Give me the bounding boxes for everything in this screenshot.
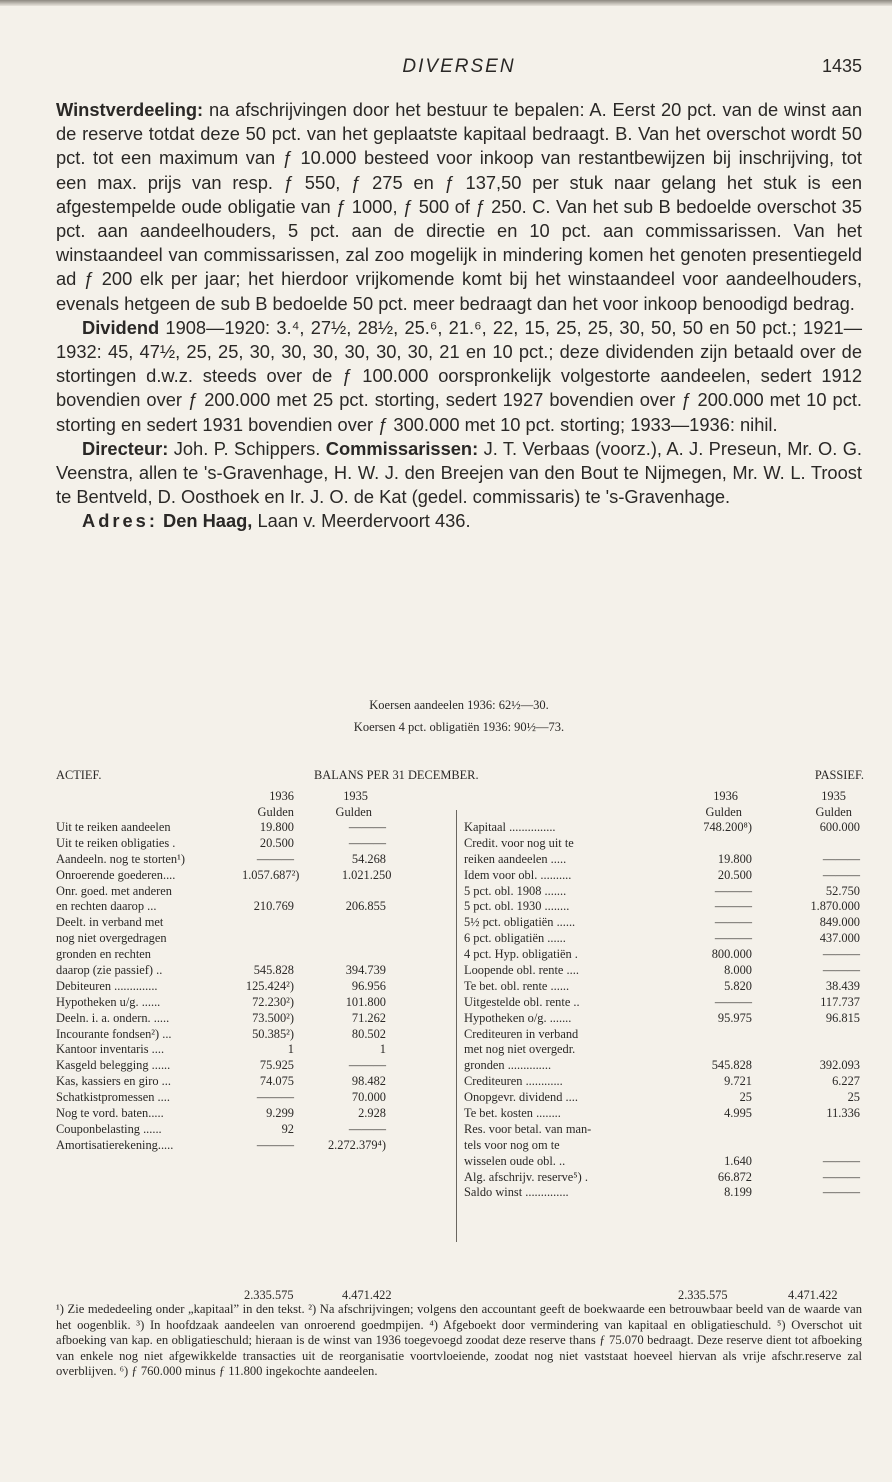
- passief-value-1935: ———: [822, 1169, 860, 1184]
- passief-value-1935: 52.750: [825, 883, 860, 898]
- actief-row: [56, 1027, 448, 1043]
- actief-value-1936: 75.925: [259, 1058, 294, 1073]
- actief-row-label: Onr. goed. met anderen: [56, 883, 172, 898]
- balance-sheet: [56, 768, 864, 1302]
- actief-row-label: Deelt. in verband met: [56, 915, 164, 930]
- page-header: [56, 52, 862, 82]
- passief-row: [464, 852, 864, 868]
- actief-row-label: Debiteuren ..............: [56, 978, 158, 993]
- passief-row: [464, 1027, 864, 1043]
- total-actief-1935: 4.471.422: [342, 1288, 392, 1302]
- actief-year-1935: 1935: [343, 789, 368, 803]
- actief-row: [56, 1042, 448, 1058]
- actief-row-label: Schatkistpromessen ....: [56, 1090, 170, 1105]
- passief-value-1936: [664, 836, 752, 852]
- passief-value-1935: 849.000: [819, 915, 860, 930]
- actief-value-1936: 72.230²): [252, 994, 294, 1009]
- passief-value-1935: 6.227: [832, 1074, 860, 1089]
- actief-value-1936: 74.075: [259, 1074, 294, 1089]
- passief-row-label: tels voor nog om te: [464, 1137, 560, 1152]
- passief-row-label: Crediteuren in verband: [464, 1026, 579, 1041]
- actief-row-label: Couponbelasting ......: [56, 1121, 162, 1136]
- passief-row: [464, 963, 864, 979]
- actief-row-label: en rechten daarop ...: [56, 899, 157, 914]
- actief-row-label: Nog te vord. baten.....: [56, 1106, 164, 1121]
- passief-row-label: 5½ pct. obligatiën ......: [464, 915, 576, 930]
- actief-row: [56, 1090, 448, 1106]
- passief-value-1935: 392.093: [819, 1058, 860, 1073]
- actief-value-1935: ———: [348, 835, 386, 850]
- passief-value-1936: 66.872: [717, 1169, 752, 1184]
- actief-value-1936: 210.769: [253, 899, 294, 914]
- running-title: DIVERSEN: [402, 56, 516, 77]
- actief-row: [56, 1106, 448, 1122]
- passief-row: [464, 1138, 864, 1154]
- passief-row: [464, 1170, 864, 1186]
- actief-value-1935: 96.956: [351, 978, 386, 993]
- directeur-text: Joh. P. Schippers.: [168, 437, 326, 459]
- passief-value-1936: 95.975: [717, 1010, 752, 1025]
- passief-unit-1936: Gulden: [705, 805, 742, 819]
- actief-value-1935: [294, 915, 386, 931]
- actief-row: [56, 947, 448, 963]
- passief-value-1936: ———: [714, 883, 752, 898]
- actief-value-1936: 19.800: [259, 820, 294, 834]
- actief-value-1935: 206.855: [345, 899, 386, 914]
- actief-value-1936: 125.424²): [245, 978, 294, 993]
- passief-row-label: 5 pct. obl. 1930 ........: [464, 899, 570, 914]
- dividend-paragraph: [56, 316, 862, 437]
- actief-year-1936: 1936: [269, 789, 294, 803]
- actief-row: [56, 868, 448, 884]
- actief-row-label: nog niet overgedragen: [56, 931, 167, 946]
- passief-year-1936: 1936: [713, 789, 738, 803]
- passief-row: [464, 868, 864, 884]
- actief-row-label: Incourante fondsen²) ...: [56, 1026, 172, 1041]
- koersen-block: [56, 694, 862, 738]
- passief-row-label: Kapitaal ...............: [464, 820, 556, 834]
- total-passief-1936: 2.335.575: [678, 1288, 728, 1302]
- actief-row-label: Amortisatierekening.....: [56, 1137, 174, 1152]
- passief-row: [464, 1074, 864, 1090]
- actief-value-1935: 54.268: [351, 851, 386, 866]
- passief-row: [464, 820, 864, 836]
- passief-value-1935: [752, 1027, 860, 1043]
- passief-value-1935: 96.815: [825, 1010, 860, 1025]
- actief-value-1935: ———: [348, 820, 386, 834]
- passief-value-1935: 117.737: [820, 994, 860, 1009]
- footnotes: [56, 1302, 862, 1380]
- actief-row: [56, 1138, 448, 1154]
- actief-value-1935: 98.482: [351, 1074, 386, 1089]
- actief-row: [56, 1074, 448, 1090]
- passief-unit-header: [464, 804, 864, 820]
- passief-row: [464, 947, 864, 963]
- dividend-label: Dividend: [82, 316, 160, 338]
- passief-row-label: Te bet. kosten ........: [464, 1106, 561, 1121]
- passief-row-label: Loopende obl. rente ....: [464, 963, 579, 978]
- passief-row: [464, 979, 864, 995]
- passief-row-label: Saldo winst ..............: [464, 1185, 569, 1200]
- balance-header: [56, 768, 864, 788]
- actief-row: [56, 884, 448, 900]
- passief-value-1936: 545.828: [711, 1058, 752, 1073]
- passief-row: [464, 1090, 864, 1106]
- passief-value-1936: ———: [714, 931, 752, 946]
- passief-value-1936: 8.199: [724, 1185, 752, 1200]
- actief-row-label: Kas, kassiers en giro ...: [56, 1074, 171, 1089]
- passief-value-1935: ———: [822, 947, 860, 962]
- actief-row: [56, 820, 448, 836]
- actief-value-1936: 92: [281, 1121, 294, 1136]
- passief-row: [464, 1122, 864, 1138]
- koersen-obligaties: Koersen 4 pct. obligatiën 1936: 90½—73.: [353, 720, 565, 734]
- passief-row-label: Crediteuren ............: [464, 1074, 563, 1089]
- passief-row: [464, 931, 864, 947]
- actief-unit-header: [56, 804, 448, 820]
- actief-row-label: Aandeeln. nog te storten¹): [56, 851, 185, 866]
- actief-value-1935: 101.800: [345, 994, 386, 1009]
- passief-value-1935: 11.336: [826, 1106, 860, 1121]
- passief-unit-1935: Gulden: [815, 805, 852, 819]
- actief-value-1936: [242, 947, 294, 963]
- actief-value-1935: 80.502: [351, 1026, 386, 1041]
- passief-row-label: 5 pct. obl. 1908 .......: [464, 883, 567, 898]
- passief-value-1936: 20.500: [717, 867, 752, 882]
- passief-row-label: Onopgevr. dividend ....: [464, 1090, 578, 1105]
- balance-title: BALANS PER 31 DECEMBER.: [314, 768, 479, 782]
- total-passief-1935: 4.471.422: [788, 1288, 838, 1302]
- actief-value-1935: ———: [348, 1058, 386, 1073]
- actief-value-1936: ———: [256, 1137, 294, 1152]
- actief-value-1935: 2.928: [358, 1106, 386, 1121]
- actief-row: [56, 899, 448, 915]
- scan-edge: [0, 0, 892, 6]
- actief-row-label: daarop (zie passief) ..: [56, 963, 163, 978]
- actief-row: [56, 915, 448, 931]
- passief-value-1936: 9.721: [724, 1074, 752, 1089]
- actief-value-1936: ———: [256, 1090, 294, 1105]
- actief-value-1935: 70.000: [351, 1090, 386, 1105]
- passief-value-1936: 8.000: [724, 963, 752, 978]
- actief-label: ACTIEF.: [56, 768, 102, 782]
- actief-value-1935: 1.021.250: [341, 867, 392, 882]
- commissarissen-text: J. T. Verbaas (voorz.), A. J. Preseun, Mr. O. G. Veenstra, allen te 's-Gravenhage, H. W. J. den Breejen van den Bout te Nijmegen, Mr. W. L. Troost te Bentveld, D. Oosthoek en Ir. J. O. de Kat (gedel. commissaris) te 's-Gravenhage.: [56, 437, 862, 508]
- passief-value-1935: 38.439: [825, 978, 860, 993]
- winstverdeeling-label: Winstverdeeling:: [56, 99, 204, 120]
- passief-side: [464, 788, 864, 1201]
- passief-value-1936: ———: [714, 899, 752, 914]
- adres-city: Den Haag,: [157, 510, 253, 532]
- passief-value-1935: 437.000: [819, 931, 860, 946]
- passief-value-1935: [752, 1042, 860, 1058]
- passief-row: [464, 1185, 864, 1201]
- passief-label: PASSIEF.: [814, 768, 864, 782]
- actief-row-label: Kasgeld belegging ......: [56, 1058, 171, 1073]
- passief-value-1936: 748.200⁸): [703, 820, 752, 834]
- passief-value-1936: 800.000: [711, 947, 752, 962]
- directeur-label: Directeur:: [82, 437, 169, 459]
- passief-value-1935: ———: [822, 851, 860, 866]
- actief-row: [56, 836, 448, 852]
- passief-row: [464, 915, 864, 931]
- passief-row: [464, 1154, 864, 1170]
- passief-value-1936: [664, 1027, 752, 1043]
- actief-row: [56, 963, 448, 979]
- passief-row-label: Hypotheken o/g. .......: [464, 1010, 572, 1025]
- actief-value-1936: 545.828: [253, 963, 294, 978]
- koersen-aandeelen: Koersen aandeelen 1936: 62½—30.: [369, 698, 549, 712]
- passief-value-1935: 1.870.000: [810, 899, 860, 914]
- actief-row-label: Kantoor inventaris ....: [56, 1042, 165, 1057]
- actief-row: [56, 852, 448, 868]
- actief-row: [56, 931, 448, 947]
- actief-row-label: Hypotheken u/g. ......: [56, 994, 161, 1009]
- passief-row: [464, 899, 864, 915]
- actief-value-1935: [294, 884, 386, 900]
- passief-row-label: 6 pct. obligatiën ......: [464, 931, 566, 946]
- passief-value-1935: 600.000: [819, 820, 860, 834]
- actief-unit-1936: Gulden: [257, 805, 294, 819]
- passief-row: [464, 1011, 864, 1027]
- passief-value-1936: [664, 1042, 752, 1058]
- passief-value-1935: ———: [822, 1185, 860, 1200]
- actief-row-label: Uit te reiken aandeelen: [56, 820, 171, 834]
- passief-value-1936: 5.820: [724, 978, 752, 993]
- actief-value-1935: [294, 947, 386, 963]
- actief-value-1935: 71.262: [351, 1010, 386, 1025]
- actief-value-1935: [294, 931, 386, 947]
- passief-row-label: Uitgestelde obl. rente ..: [464, 994, 580, 1009]
- actief-value-1936: 20.500: [259, 835, 294, 850]
- passief-row-label: Idem voor obl. ..........: [464, 867, 572, 882]
- passief-row: [464, 1042, 864, 1058]
- actief-value-1936: 1.057.687²): [242, 867, 300, 882]
- actief-value-1936: ———: [256, 851, 294, 866]
- passief-row: [464, 884, 864, 900]
- actief-value-1936: 9.299: [266, 1106, 294, 1121]
- passief-value-1936: 25: [739, 1090, 752, 1105]
- passief-value-1936: 4.995: [724, 1106, 752, 1121]
- adres-paragraph: [56, 509, 862, 533]
- passief-row-label: Credit. voor nog uit te: [464, 835, 574, 850]
- passief-value-1935: ———: [822, 963, 860, 978]
- passief-value-1936: [664, 1122, 752, 1138]
- commissarissen-label: Commissarissen:: [325, 437, 479, 459]
- actief-row: [56, 1122, 448, 1138]
- passief-rows: [464, 820, 864, 1201]
- winstverdeeling-paragraph: [56, 98, 862, 316]
- actief-year-header: [56, 788, 448, 804]
- passief-row-label: Alg. afschrijv. reserve⁵) .: [464, 1169, 588, 1184]
- passief-value-1935: ———: [822, 1153, 860, 1168]
- page-number: 1435: [821, 56, 862, 76]
- passief-value-1936: 19.800: [717, 851, 752, 866]
- passief-row-label: wisselen oude obl. ..: [464, 1153, 566, 1168]
- passief-value-1936: [664, 1138, 752, 1154]
- passief-row-label: gronden ..............: [464, 1058, 552, 1073]
- passief-row-label: 4 pct. Hyp. obligatiën .: [464, 947, 578, 962]
- passief-row: [464, 995, 864, 1011]
- actief-row: [56, 1011, 448, 1027]
- passief-year-1935: 1935: [821, 789, 846, 803]
- company-text: [56, 98, 862, 534]
- passief-row-label: met nog niet overgedr.: [464, 1042, 576, 1057]
- actief-row: [56, 979, 448, 995]
- footnotes-text: ¹) Zie mededeeling onder „kapitaal” in den tekst. ²) Na afschrijvingen; volgens den accountant geeft de boekwaarde een betrouwbaar beeld van de waarde van het oogenblik. ³) In hoofdzaak aandeelen van onroerend goedmpijen. ⁴) Afgeboekt door vermindering van kapitaal en obligatieschuld. ⁵) Overschot uit afboeking van kap. en obligatieschuld; hieraan is de winst van 1936 toegevoegd zoodat deze reserve thans ƒ 75.070 bedraagt. Deze reserve dient tot afboeking van enkele nog niet afgewikkelde transacties uit de reorganisatie voortvloeiende, zoodat nog niet vaststaat hoeveel hiervan als vrije afschr.reserve zal overblijven. ⁶) ƒ 760.000 minus ƒ 11.800 ingekochte aandeelen.: [56, 1302, 862, 1379]
- actief-value-1935: 1: [379, 1042, 386, 1057]
- passief-row: [464, 1058, 864, 1074]
- passief-value-1936: ———: [714, 915, 752, 930]
- total-actief-1936: 2.335.575: [244, 1288, 294, 1302]
- actief-value-1936: [242, 931, 294, 947]
- dividend-text: 1908—1920: 3.⁴, 27½, 28½, 25.⁶, 21.⁶, 22, 15, 25, 25, 30, 50, 50 en 50 pct.; 1921—1932: 45, 47½, 25, 25, 30, 30, 30, 30, 30, 30, 21 en 10 pct.; deze dividenden zijn betaald over de stortingen d.w.z. steeds over de ƒ 100.000 oorspronkelijk volgestorte aandeelen, sedert 1912 bovendien over ƒ 200.000 met 25 pct. storting, sedert 1927 bovendien over ƒ 200.000 met 10 pct. storting en sedert 1931 bovendien over ƒ 300.000 met 10 pct. storting; 1933—1936: nihil.: [56, 316, 862, 435]
- actief-value-1936: 50.385²): [252, 1026, 294, 1041]
- actief-row-label: gronden en rechten: [56, 947, 151, 962]
- actief-rows: [56, 820, 448, 1154]
- actief-row-label: Onroerende goederen....: [56, 867, 176, 882]
- actief-row-label: Uit te reiken obligaties .: [56, 835, 176, 850]
- actief-value-1936: [242, 884, 294, 900]
- actief-value-1936: [242, 915, 294, 931]
- passief-value-1935: [752, 1138, 860, 1154]
- adres-label: Adres:: [82, 510, 158, 532]
- passief-row: [464, 836, 864, 852]
- passief-value-1936: ———: [714, 994, 752, 1009]
- passief-row: [464, 1106, 864, 1122]
- actief-side: [56, 788, 448, 1154]
- passief-row-label: reiken aandeelen .....: [464, 851, 567, 866]
- actief-value-1935: 394.739: [345, 963, 386, 978]
- actief-value-1936: 1: [287, 1042, 294, 1057]
- passief-value-1936: 1.640: [724, 1153, 752, 1168]
- passief-value-1935: [752, 836, 860, 852]
- actief-unit-1935: Gulden: [335, 805, 372, 819]
- passief-value-1935: [752, 1122, 860, 1138]
- actief-row: [56, 1058, 448, 1074]
- passief-value-1935: 25: [847, 1090, 860, 1105]
- actief-value-1936: 73.500²): [252, 1010, 294, 1025]
- column-divider: [456, 810, 457, 1242]
- actief-value-1935: ———: [348, 1121, 386, 1136]
- actief-row: [56, 995, 448, 1011]
- passief-row-label: Res. voor betal. van man-: [464, 1121, 592, 1136]
- passief-value-1935: ———: [822, 867, 860, 882]
- passief-row-label: Te bet. obl. rente ......: [464, 978, 570, 993]
- winstverdeeling-text: na afschrijvingen door het bestuur te bepalen: A. Eerst 20 pct. van de winst aan de reserve totdat deze 50 pct. van het geplaatste kapitaal bedraagt. B. Van het overschot wordt 50 pct. tot een maximum van ƒ 10.000 besteed voor inkoop van restantbewijzen bij inschrijving, tot een max. prijs van resp. ƒ 550, ƒ 275 en ƒ 137,50 per stuk naar gelang het stuk is een afgestempelde oude obligatie van ƒ 1000, ƒ 500 of ƒ 250. C. Van het sub B bedoelde overschot 35 pct. aan aandeelhouders, 5 pct. aan de directie en 10 pct. aan commissarissen. Van het winstaandeel van commissarissen, zal zoo mogelijk in mindering komen het genoten presentiegeld ad ƒ 200 elk per jaar; het hierdoor vrijkomende komt bij het winstaandeel voor aandeelhouders, evenals hetgeen de sub B bedoelde 50 pct. meer bedraagt dan het voor inkoop benoodigd bedrag.: [56, 99, 862, 314]
- passief-year-header: [464, 788, 864, 804]
- adres-text: Laan v. Meerdervoort 436.: [252, 510, 471, 532]
- actief-row-label: Deeln. i. a. ondern. .....: [56, 1010, 170, 1025]
- actief-value-1935: 2.272.379⁴): [327, 1137, 386, 1152]
- directie-paragraph: [56, 437, 862, 510]
